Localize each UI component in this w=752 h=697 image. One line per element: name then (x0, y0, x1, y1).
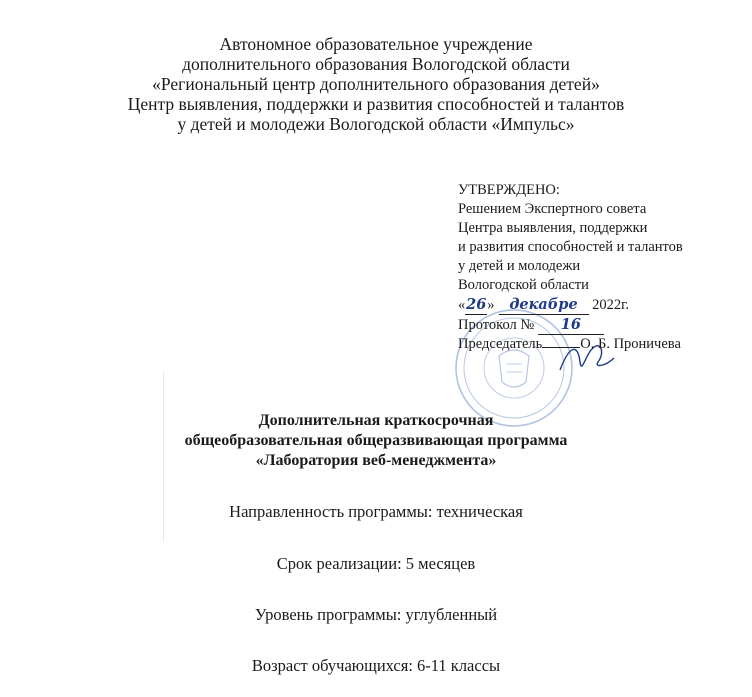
program-age: Возраст обучающихся: 6-11 классы (251, 656, 501, 675)
chair-line (458, 335, 683, 354)
protocol-label: Протокол № (458, 317, 535, 333)
date-close-quote: » (487, 297, 495, 313)
program-direction: Направленность программы: техническая (229, 502, 523, 521)
date-year: 2022 (592, 297, 622, 313)
protocol-line (458, 315, 683, 335)
header-line: Центр выявления, поддержки и развития способностей и талантов (127, 94, 625, 114)
approval-line: Решением Экспертного совета (458, 201, 647, 217)
protocol-number: 16 (538, 315, 604, 335)
program-title (0, 411, 752, 471)
header-line: у детей и молодежи Вологодской области «Импульс» (177, 114, 575, 134)
institution-header (0, 34, 752, 134)
date-year-suffix: г. (621, 297, 630, 313)
header-line: «Региональный центр дополнительного образования детей» (152, 74, 600, 94)
approval-line: Центра выявления, поддержки (458, 220, 648, 236)
date-month: декабре (499, 295, 589, 315)
approval-date (458, 295, 683, 315)
approval-line: и развития способностей и талантов (458, 239, 683, 255)
header-line: дополнительного образования Вологодской области (182, 54, 570, 74)
approval-title: УТВЕРЖДЕНО: (458, 182, 560, 198)
program-title-line: общеобразовательная общеразвивающая программа (184, 432, 568, 449)
program-duration: Срок реализации: 5 месяцев (276, 554, 476, 573)
approval-block (458, 181, 683, 354)
program-title-line: Дополнительная краткосрочная (258, 412, 494, 429)
program-title-line: «Лаборатория веб-менеджмента» (255, 452, 497, 469)
date-open-quote: « (458, 297, 466, 313)
approval-line: у детей и молодежи (458, 258, 581, 274)
chair-label: Председатель (458, 336, 543, 352)
program-level: Уровень программы: углубленный (254, 605, 498, 624)
date-day: 26 (466, 296, 487, 313)
header-line: Автономное образовательное учреждение (219, 34, 533, 54)
signature-line (542, 347, 580, 348)
approval-line: Вологодской области (458, 277, 589, 293)
chair-name: О. Б. Проничева (580, 336, 681, 352)
